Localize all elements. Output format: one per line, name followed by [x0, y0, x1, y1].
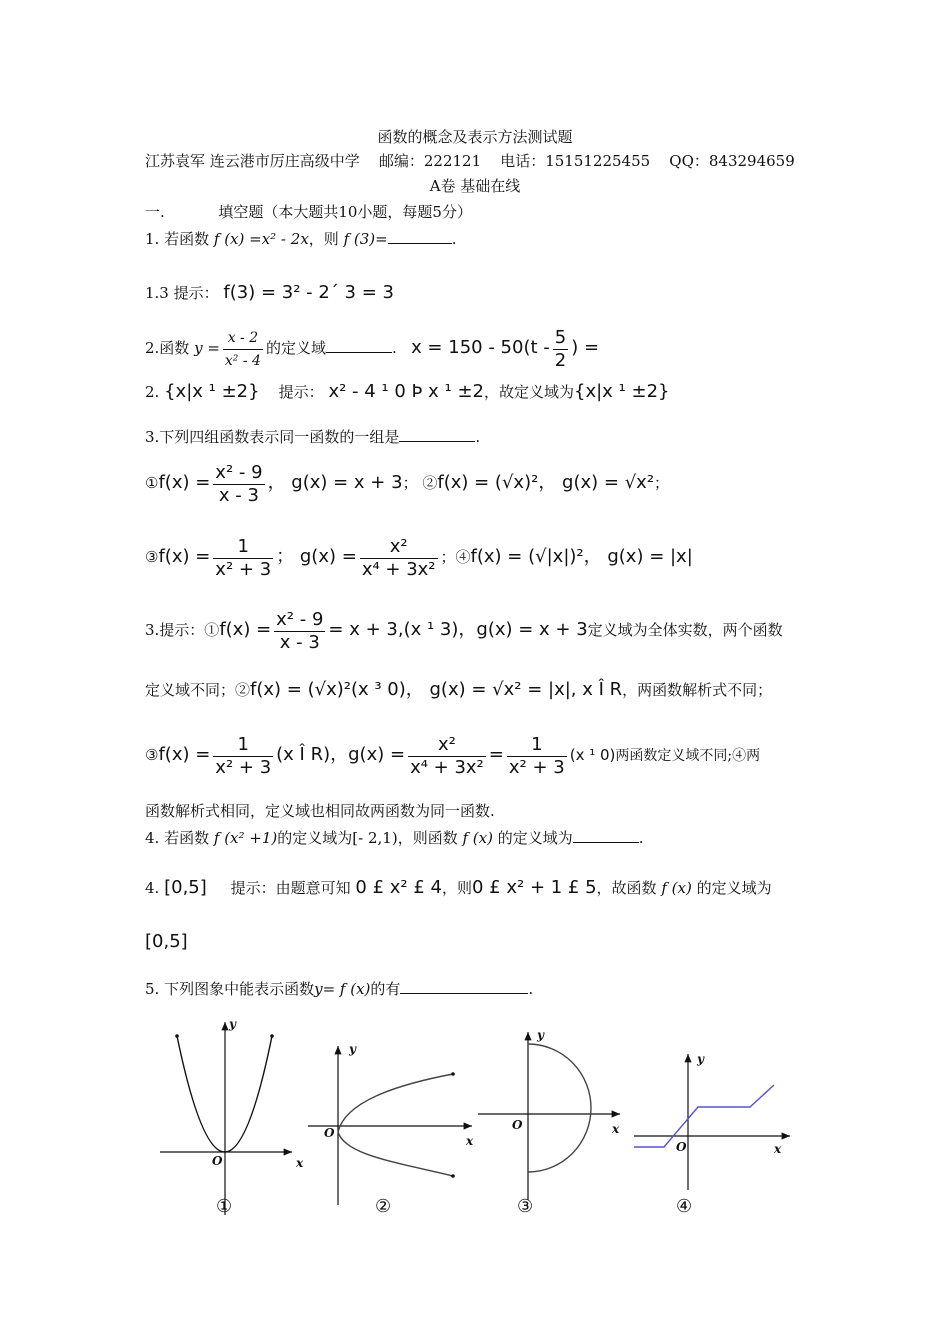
a3-p3den: x² + 3 — [215, 756, 272, 778]
q3-c1: ① — [145, 474, 159, 492]
q4-f: f (x² +1) — [213, 829, 278, 847]
a4-fx: f (x) — [661, 879, 692, 897]
graph-2-endpoint-top — [451, 1072, 455, 1076]
graph-3-y-label: y — [537, 1028, 544, 1042]
answer-1 — [145, 283, 394, 303]
a3-p3num: 1 — [213, 734, 273, 757]
a3-p1den: x - 3 — [279, 631, 320, 653]
a3-p3g-frac — [408, 734, 486, 779]
q3-c3g: ； g(x) = — [276, 546, 357, 567]
q3-c3: ③ — [145, 548, 159, 566]
q2-eq2: ) = — [571, 337, 600, 358]
graph-2-endpoint-bottom — [451, 1174, 455, 1178]
q5-y: y= — [314, 980, 336, 998]
question-5 — [145, 979, 533, 999]
a3-p3d: (x Î R) — [276, 744, 331, 765]
graph-1-origin: O — [212, 1154, 223, 1168]
a4-tail2: 的定义域为 — [696, 879, 772, 897]
a3-p3g: ，g(x) = — [330, 744, 406, 765]
q3-c4f: f(x) = (√|x|)² — [470, 546, 584, 567]
answer-3-line-3 — [145, 730, 760, 781]
function-graphs — [0, 1010, 950, 1230]
graph-1-endpoint-right — [270, 1034, 274, 1038]
answer-2 — [145, 382, 669, 402]
question-4 — [145, 828, 644, 848]
a1-prefix: 1.3 提示： — [145, 284, 219, 302]
q5-text: 5. 下列图象中能表示函数 — [145, 980, 315, 998]
a3-p2f: f(x) = (√x)²(x ³ 0) — [250, 679, 406, 700]
q2-fraction — [223, 327, 263, 372]
q4-mid2: ，则函数 — [397, 829, 458, 847]
q4-tail: 的定义域为 — [497, 829, 573, 847]
q3-options-1-2 — [145, 458, 669, 508]
a3-p3f: f(x) = — [158, 744, 211, 765]
q4-blank[interactable] — [573, 828, 639, 843]
graph-4-x-label: x — [774, 1142, 782, 1156]
q3-blank[interactable] — [399, 427, 475, 442]
a4-prefix: 4. — [145, 879, 160, 897]
q3-c3f: f(x) = — [158, 546, 211, 567]
section-title: A卷 基础在线 — [429, 177, 521, 195]
a2-f1: x² - 4 ¹ 0 Þ x ¹ ±2 — [328, 381, 484, 402]
q2-frac2 — [553, 327, 568, 372]
a2-set2: {x|x ¹ ±2} — [574, 381, 670, 402]
graph-label-3: ③ — [517, 1196, 534, 1217]
a3-p1: 3.提示：① — [145, 621, 220, 639]
graph-3 — [478, 1032, 620, 1200]
q2-den: x² - 4 — [224, 352, 261, 369]
graph-1-y-label: y — [229, 1017, 236, 1031]
q3-c2: ② — [422, 474, 438, 492]
question-1 — [145, 229, 457, 249]
author: 江苏袁军 连云港市厉庄高级中学 — [145, 152, 360, 170]
graph-2-origin: O — [324, 1126, 335, 1140]
q4-prefix: 4. 若函数 — [145, 829, 210, 847]
q2-num: x - 2 — [223, 327, 263, 350]
a3-p3h-frac — [507, 734, 567, 779]
q3-c2g: ， g(x) = √x² — [538, 472, 655, 493]
q3-c2f: f(x) = (√x)² — [437, 472, 539, 493]
graph-4-curve — [634, 1085, 774, 1147]
a4-ineq2: 0 £ x² + 1 £ 5 — [472, 877, 597, 898]
a4-ans2: [0,5] — [145, 931, 188, 952]
graph-2-x-label: x — [466, 1134, 474, 1148]
q3-c3num: 1 — [213, 536, 273, 559]
a2-mid: ，故定义域为 — [484, 383, 575, 401]
q3-c3gden: x⁴ + 3x² — [361, 558, 436, 580]
a3-p3hnum: 1 — [507, 734, 567, 757]
q3-c1sep: ； — [402, 474, 418, 492]
q4-mid: 的定义域为 — [277, 829, 353, 847]
question-3 — [145, 427, 480, 447]
q2-end: . — [391, 339, 397, 357]
a2-prefix: 2. — [145, 383, 160, 401]
graph-4-y-label: y — [697, 1052, 704, 1066]
q3-c1f: f(x) = — [158, 472, 211, 493]
q1-blank[interactable] — [388, 229, 452, 244]
a3-p2a: 定义域不同；② — [145, 681, 251, 699]
q5-blank[interactable] — [400, 979, 528, 994]
graph-4 — [634, 1054, 790, 1190]
q1-prefix: 1. 若函数 — [145, 230, 210, 248]
doc-title: 函数的概念及表示方法测试题 — [377, 128, 573, 146]
q4-interval: [- 2,1) — [352, 829, 398, 847]
q2-fnum: 5 — [554, 326, 567, 348]
graph-4-origin: O — [676, 1140, 687, 1154]
q3-stem: 3.下列四组函数表示同一函数的一组是 — [145, 428, 400, 446]
answer-4 — [145, 878, 772, 898]
part-number: 一. — [145, 203, 165, 221]
q3-c1g: ， g(x) = x + 3 — [267, 472, 403, 493]
a3-p1num: x² - 9 — [276, 608, 324, 630]
q3-c4: ；④ — [440, 548, 471, 566]
a3-p3hden: x² + 3 — [508, 756, 565, 778]
q5-tail: 的有 — [370, 980, 401, 998]
q3-c1-frac — [213, 462, 264, 507]
graph-1 — [160, 1022, 292, 1215]
a4-ineq1: 0 £ x² £ 4 — [355, 877, 442, 898]
a4-hint: 提示：由题意可知 — [230, 879, 351, 897]
a3-p1f: f(x) = — [219, 619, 272, 640]
a3-p1t: 定义域为全体实数，两个函数 — [587, 621, 783, 639]
q3-c1den: x - 3 — [218, 484, 259, 506]
q3-end: . — [475, 428, 481, 446]
a3-p3gden: x⁴ + 3x² — [410, 756, 484, 778]
author-line — [145, 151, 795, 171]
graph-label-1: ① — [216, 1196, 233, 1217]
a3-p1-frac — [274, 609, 325, 654]
graph-1-x-label: x — [296, 1156, 304, 1170]
q3-c1num: x² - 9 — [215, 461, 263, 483]
q1-f3: f (3) — [343, 230, 376, 248]
a3-p3eq: = — [488, 744, 504, 765]
q2-y: y = — [194, 339, 220, 357]
a2-hint: 提示： — [278, 383, 324, 401]
graph-3-origin: O — [512, 1118, 523, 1132]
graph-label-2: ② — [375, 1196, 392, 1217]
q3-c3gnum: x² — [360, 536, 438, 559]
q3-c4g: ， g(x) = |x| — [583, 546, 693, 567]
q3-c3g-frac — [360, 536, 438, 581]
graph-2-curve — [338, 1074, 453, 1176]
q2-prefix: 2.函数 — [145, 339, 190, 357]
a4-then: ，则 — [441, 879, 472, 897]
q2-fden: 2 — [554, 349, 567, 371]
q2-blank[interactable] — [326, 338, 392, 353]
a3-p3e: (x ¹ 0) — [569, 746, 616, 764]
a3-p2t: ，两函数解析式不同； — [622, 681, 773, 699]
q2-eq1: x = 150 - 50(t - — [411, 337, 550, 358]
q1-mid: ，则 — [308, 230, 339, 248]
a3-p3t: 两函数定义域不同;④两 — [615, 748, 761, 764]
graph-3-curve — [528, 1044, 591, 1172]
q3-c3den: x² + 3 — [215, 558, 272, 580]
a3-p3gnum: x² — [408, 734, 486, 757]
a3-p3-frac — [213, 734, 273, 779]
a3-p3a: ③ — [145, 746, 159, 764]
a3-p1eq: = x + 3,(x ¹ 3) — [328, 619, 459, 640]
a3-p2g: ， g(x) = √x² = |x|, x Î R — [405, 679, 623, 700]
graph-2-y-label: y — [349, 1042, 356, 1056]
a4-ans: [0,5] — [164, 877, 207, 898]
q3-c2sep: ； — [654, 474, 670, 492]
graph-1-endpoint-left — [175, 1034, 179, 1038]
answer-3-line-2 — [145, 680, 772, 700]
phone: 电话：15151225455 — [500, 152, 651, 170]
qq: QQ：843294659 — [669, 152, 795, 170]
q1-function: f (x) =x² - 2x — [213, 230, 309, 248]
q1-end: . — [451, 230, 457, 248]
answer-3-line-4: 函数解析式相同，定义域也相同故两函数为同一函数. — [145, 802, 495, 820]
q5-fx: f (x) — [339, 980, 371, 998]
a1-formula: f(3) = 3² - 2´ 3 = 3 — [223, 282, 394, 303]
q4-g: f (x) — [462, 829, 493, 847]
graph-label-4: ④ — [676, 1196, 693, 1217]
graph-3-x-label: x — [612, 1122, 620, 1136]
question-2 — [145, 325, 599, 372]
q4-end: . — [638, 829, 644, 847]
a2-set1: {x|x ¹ ±2} — [164, 381, 260, 402]
q3-c3-frac — [213, 536, 273, 581]
a4-tail: ，故函数 — [596, 879, 657, 897]
postcode: 邮编：222121 — [378, 152, 482, 170]
q3-options-3-4 — [145, 532, 693, 582]
part-heading — [145, 202, 472, 222]
part-title: 填空题（本大题共10小题，每题5分） — [218, 203, 472, 221]
q5-end: . — [528, 980, 534, 998]
a3-p1g: ，g(x) = x + 3 — [458, 619, 588, 640]
q1-eq: = — [375, 230, 388, 248]
answer-3-line-1 — [145, 605, 783, 655]
q2-text: 的定义域 — [265, 339, 326, 357]
